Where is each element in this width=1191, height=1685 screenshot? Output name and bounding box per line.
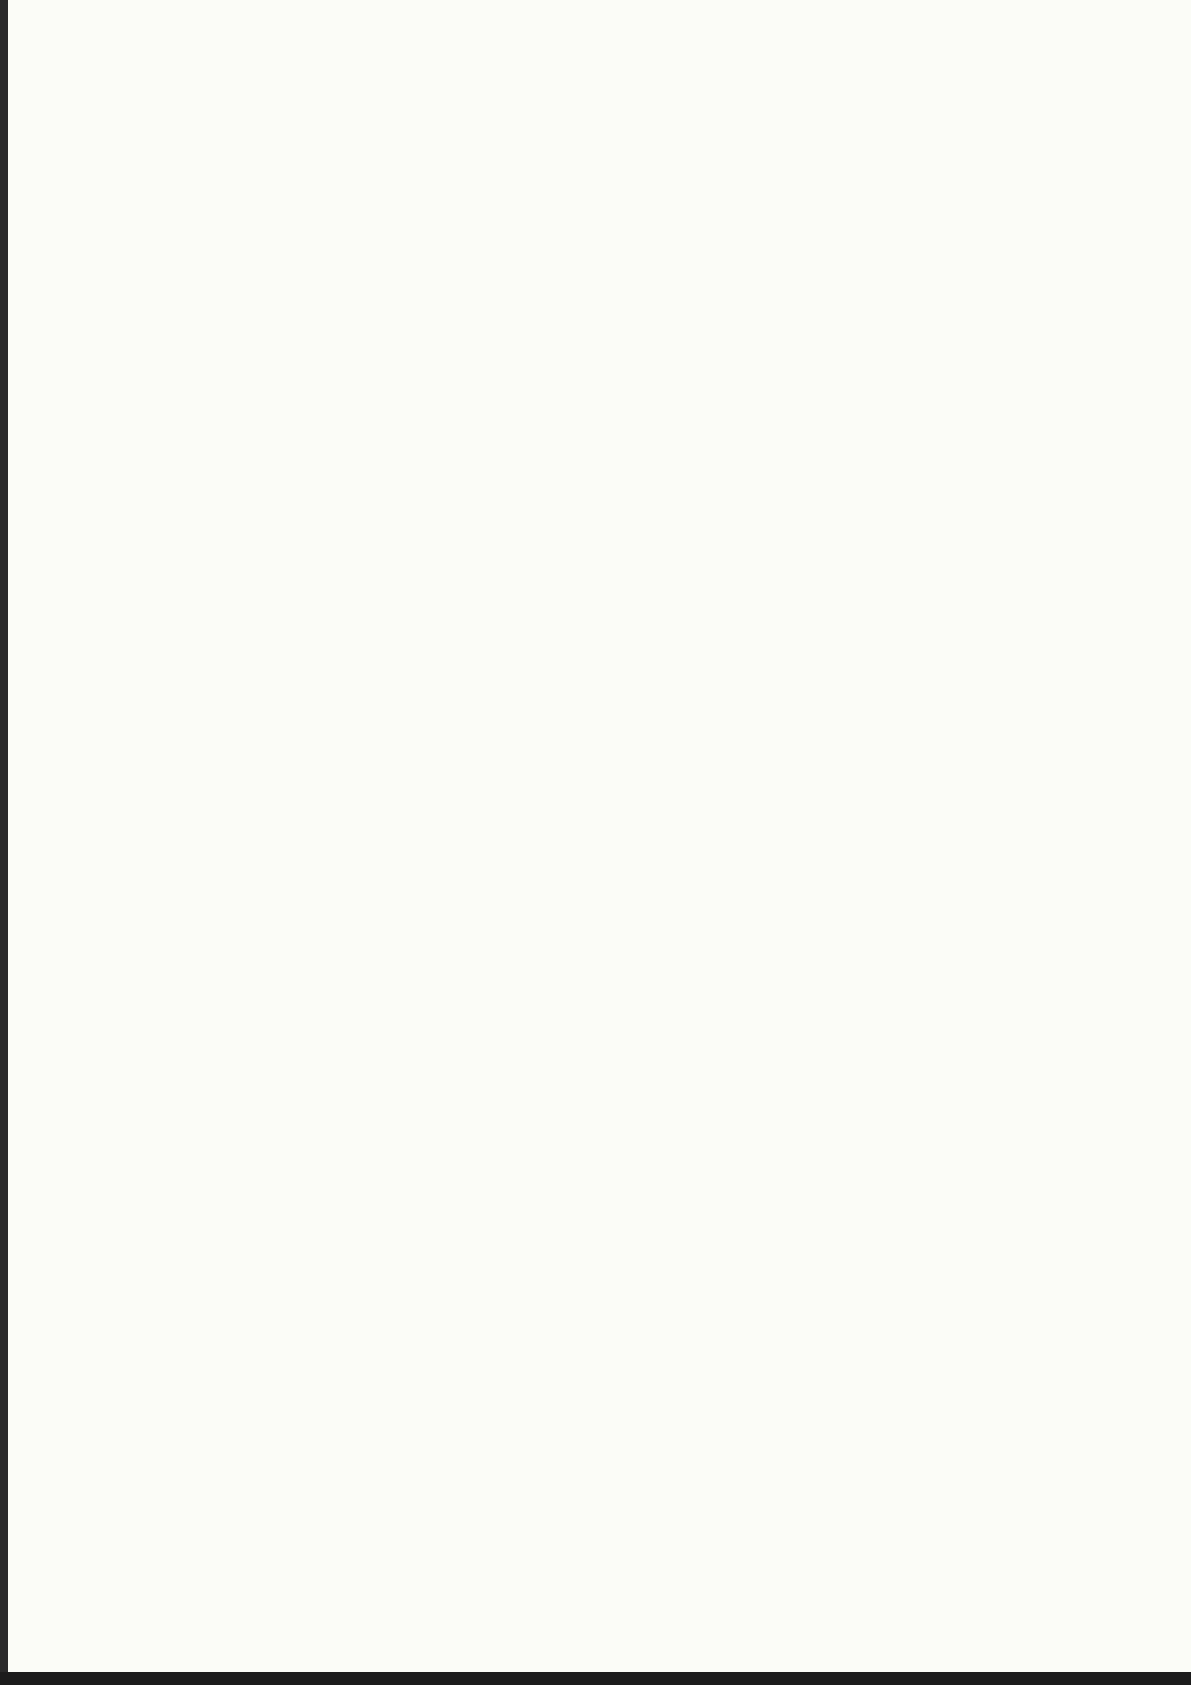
scan-bottom-edge [0,1672,1191,1685]
exam-page [8,0,1191,1672]
